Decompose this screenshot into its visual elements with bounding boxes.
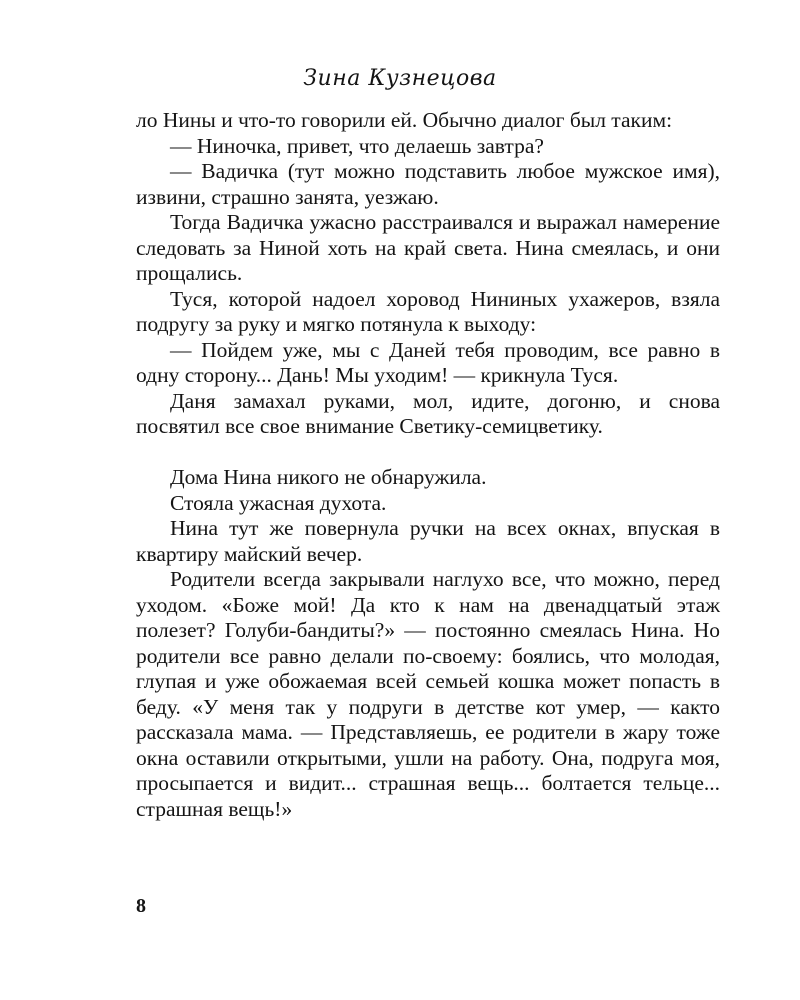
body-text (136, 108, 720, 822)
paragraph: Нина тут же повернула ручки на всех окнах, впуская в квартиру майский вечер. (136, 516, 720, 566)
paragraph: Даня замахал руками, мол, идите, догоню, и снова посвятил все свое внимание Светику-семицветику. (136, 388, 720, 438)
page-number: 8 (136, 895, 146, 917)
paragraph-dialogue: — Пойдем уже, мы с Даней тебя проводим, все равно в одну сторону... Дань! Мы уходим! — крикнула Туся. (136, 337, 720, 387)
paragraph: Тогда Вадичка ужасно расстраивался и выражал намерение следовать за Ниной хоть на край света. Нина смеялась, и они прощались. (136, 210, 720, 285)
paragraph: Стояла ужасная духота. (170, 490, 387, 515)
running-head-author: Зина Кузнецова (303, 66, 497, 91)
paragraph-continuation: ло Нины и что-то говорили ей. Обычно диалог был таким: (136, 108, 673, 132)
paragraph-dialogue: — Ниночка, привет, что делаешь завтра? (170, 133, 544, 158)
paragraph-dialogue: — Вадичка (тут можно подставить любое мужское имя), извини, страшно занята, уезжаю. (136, 159, 720, 209)
paragraph: Родители всегда закрывали наглухо все, что можно, перед уходом. «Боже мой! Да кто к нам на двенадцатый этаж полезет? Голуби-бандиты?» — постоянно смеялась Нина. Но родители все равно делали по-своему: боялись, что молодая, глупая и уже обожаемая всей семьей кошка может попасть в беду. «У меня так у подруги в детстве кот умер, — както рассказала мама. — Представляешь, ее родители в жару тоже окна оставили открытыми, ушли на работу. Она, подруга моя, просыпается и видит... страшная вещь... болтается тельце... страшная вещь!» (136, 567, 720, 821)
paragraph-section-start: Дома Нина никого не обнаружила. (170, 465, 487, 489)
paragraph: Туся, которой надоел хоровод Нининых ухажеров, взяла подругу за руку и мягко потянула к выходу: (136, 286, 720, 336)
